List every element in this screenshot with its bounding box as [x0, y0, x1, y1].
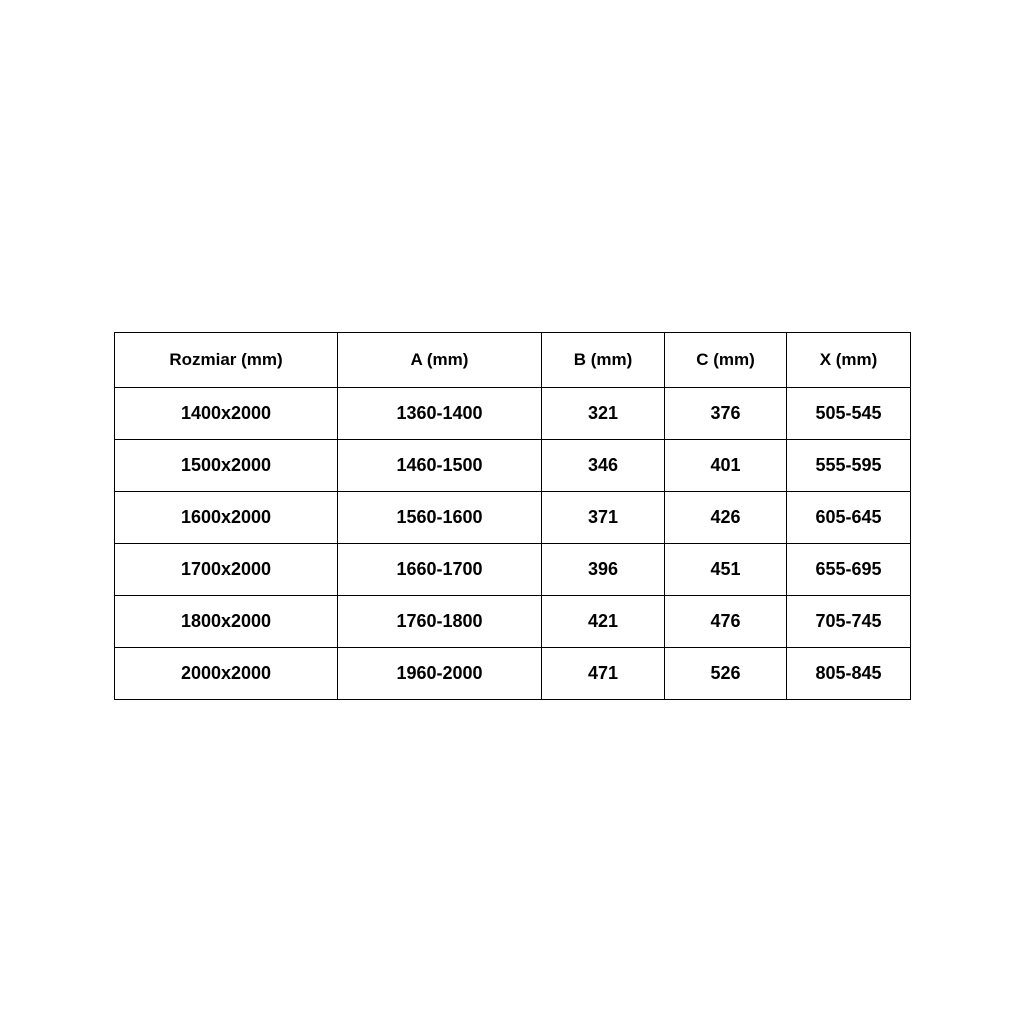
cell-size: 1600x2000 [115, 492, 338, 544]
table-body [115, 388, 911, 700]
column-header-a: A (mm) [338, 333, 542, 388]
cell-b: 471 [542, 648, 665, 700]
cell-a: 1660-1700 [338, 544, 542, 596]
column-header-c: C (mm) [665, 333, 787, 388]
cell-a: 1360-1400 [338, 388, 542, 440]
cell-b: 371 [542, 492, 665, 544]
column-header-size: Rozmiar (mm) [115, 333, 338, 388]
cell-b: 421 [542, 596, 665, 648]
cell-x: 505-545 [787, 388, 911, 440]
cell-size: 1400x2000 [115, 388, 338, 440]
cell-x: 655-695 [787, 544, 911, 596]
dimensions-table [114, 332, 911, 700]
cell-c: 426 [665, 492, 787, 544]
cell-x: 555-595 [787, 440, 911, 492]
cell-a: 1560-1600 [338, 492, 542, 544]
column-header-b: B (mm) [542, 333, 665, 388]
dimensions-table-container [114, 332, 910, 700]
cell-b: 396 [542, 544, 665, 596]
cell-c: 376 [665, 388, 787, 440]
cell-size: 2000x2000 [115, 648, 338, 700]
cell-size: 1800x2000 [115, 596, 338, 648]
table-row [115, 648, 911, 700]
cell-a: 1960-2000 [338, 648, 542, 700]
column-header-x: X (mm) [787, 333, 911, 388]
table-row [115, 440, 911, 492]
table-row [115, 492, 911, 544]
table-row [115, 388, 911, 440]
cell-size: 1500x2000 [115, 440, 338, 492]
cell-x: 805-845 [787, 648, 911, 700]
cell-c: 476 [665, 596, 787, 648]
cell-b: 321 [542, 388, 665, 440]
table-header-row [115, 333, 911, 388]
table-header [115, 333, 911, 388]
cell-c: 451 [665, 544, 787, 596]
cell-c: 401 [665, 440, 787, 492]
cell-a: 1760-1800 [338, 596, 542, 648]
table-row [115, 596, 911, 648]
cell-size: 1700x2000 [115, 544, 338, 596]
cell-a: 1460-1500 [338, 440, 542, 492]
cell-c: 526 [665, 648, 787, 700]
table-row [115, 544, 911, 596]
cell-x: 605-645 [787, 492, 911, 544]
cell-b: 346 [542, 440, 665, 492]
cell-x: 705-745 [787, 596, 911, 648]
